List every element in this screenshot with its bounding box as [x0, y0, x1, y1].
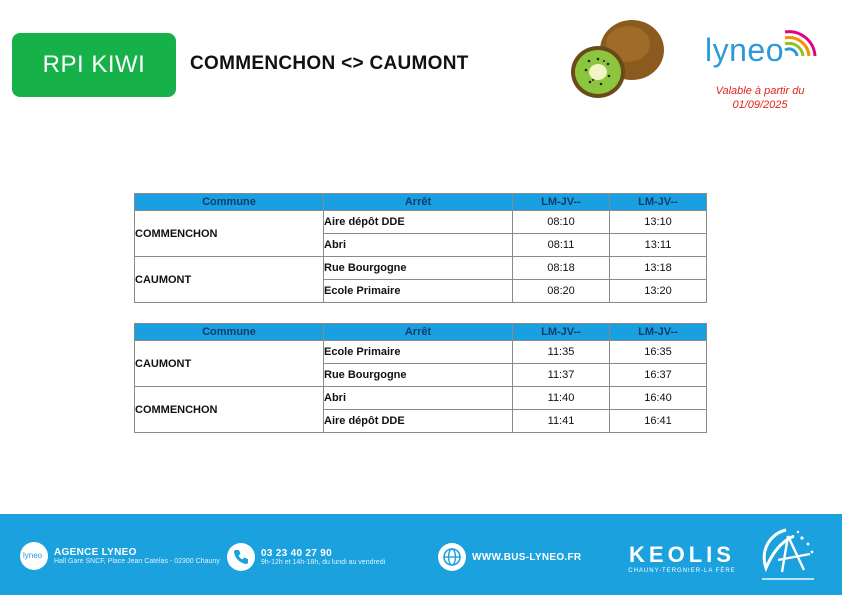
header-departure-2: LM-JV-- — [610, 194, 707, 211]
stop-cell: Abri — [324, 234, 513, 257]
agency-address: Hall Gare SNCF, Place Jean Catelas - 02300 Chauny — [54, 558, 220, 565]
table-row — [135, 387, 707, 410]
agency-block — [54, 547, 220, 565]
header-stop: Arrêt — [324, 194, 513, 211]
opening-hours: 9h-12h et 14h-18h, du lundi au vendredi — [261, 559, 386, 566]
website-link[interactable]: WWW.BUS-LYNEO.FR — [472, 552, 582, 563]
commune-cell: CAUMONT — [135, 341, 324, 387]
time-cell: 16:37 — [610, 364, 707, 387]
stop-cell: Aire dépôt DDE — [324, 410, 513, 433]
table-row — [135, 211, 707, 234]
keolis-logo — [624, 542, 740, 574]
table-row — [135, 341, 707, 364]
footer — [0, 514, 842, 595]
table-row — [135, 257, 707, 280]
header-commune: Commune — [135, 194, 324, 211]
time-cell: 11:40 — [513, 387, 610, 410]
table-header-row — [135, 324, 707, 341]
line-badge — [12, 33, 176, 97]
validity-notice — [695, 84, 825, 112]
stop-cell: Aire dépôt DDE — [324, 211, 513, 234]
agglomeration-logo-icon — [752, 524, 824, 586]
commune-cell: CAUMONT — [135, 257, 324, 303]
stop-cell: Abri — [324, 387, 513, 410]
time-cell: 08:20 — [513, 280, 610, 303]
agency-logo-text: lyneo — [23, 551, 43, 560]
lyneo-logo — [705, 20, 820, 72]
header-stop: Arrêt — [324, 324, 513, 341]
time-cell: 11:37 — [513, 364, 610, 387]
timetable-outbound — [134, 193, 707, 303]
stop-cell: Rue Bourgogne — [324, 364, 513, 387]
signal-arcs-icon — [779, 22, 821, 64]
time-cell: 08:11 — [513, 234, 610, 257]
header-departure-1: LM-JV-- — [513, 194, 610, 211]
time-cell: 16:40 — [610, 387, 707, 410]
stop-cell: Ecole Primaire — [324, 341, 513, 364]
lyneo-logo-text: lyneo — [705, 32, 784, 68]
time-cell: 08:18 — [513, 257, 610, 280]
table-header-row — [135, 194, 707, 211]
time-cell: 11:41 — [513, 410, 610, 433]
phone-number[interactable]: 03 23 40 27 90 — [261, 548, 332, 559]
header-departure-2: LM-JV-- — [610, 324, 707, 341]
keolis-tagline: CHAUNY-TERGNIER-LA FÈRE — [628, 568, 736, 574]
time-cell: 13:10 — [610, 211, 707, 234]
validity-line-2: 01/09/2025 — [732, 99, 788, 111]
time-cell: 16:35 — [610, 341, 707, 364]
phone-block — [261, 548, 385, 566]
header-commune: Commune — [135, 324, 324, 341]
phone-icon — [227, 543, 255, 571]
time-cell: 13:18 — [610, 257, 707, 280]
time-cell: 11:35 — [513, 341, 610, 364]
time-cell: 13:20 — [610, 280, 707, 303]
line-badge-label: RPI KIWI — [42, 51, 146, 78]
header-departure-1: LM-JV-- — [513, 324, 610, 341]
agency-title: AGENCE LYNEO — [54, 547, 137, 558]
website-block — [472, 552, 581, 563]
stop-cell: Rue Bourgogne — [324, 257, 513, 280]
time-cell: 16:41 — [610, 410, 707, 433]
timetable-return — [134, 323, 707, 433]
kiwi-illustration-icon — [568, 14, 668, 106]
commune-cell: COMMENCHON — [135, 211, 324, 257]
time-cell: 13:11 — [610, 234, 707, 257]
agency-logo-icon — [20, 542, 48, 570]
keolis-name: KEOLIS — [629, 542, 735, 567]
time-cell: 08:10 — [513, 211, 610, 234]
stop-cell: Ecole Primaire — [324, 280, 513, 303]
validity-line-1: Valable à partir du — [715, 85, 805, 97]
globe-icon — [438, 543, 466, 571]
commune-cell: COMMENCHON — [135, 387, 324, 433]
route-title: COMMENCHON <> CAUMONT — [190, 53, 469, 74]
